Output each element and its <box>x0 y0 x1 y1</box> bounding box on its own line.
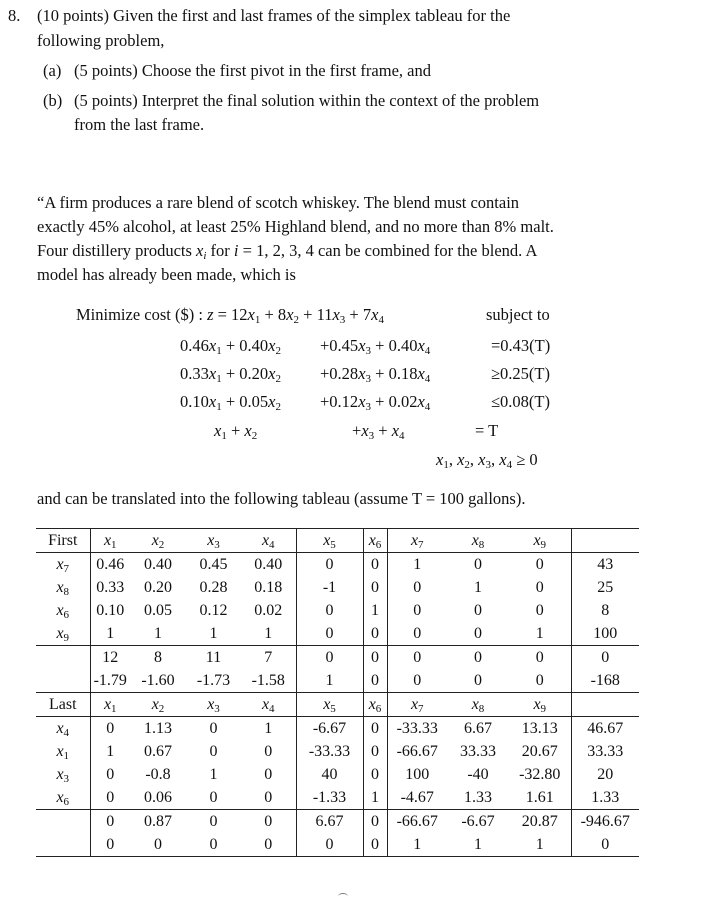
quote-line1: “A firm produces a rare blend of scotch whiskey. The blend must contain <box>37 193 520 212</box>
first-cell: 0 <box>363 553 387 577</box>
first-obj-cell: -1.58 <box>241 669 296 693</box>
first-header-x1: $x_1$ <box>90 529 130 553</box>
first-cell: 1 <box>90 622 130 646</box>
constraint-1-mid: $+0.45x_3 + 0.40x_4$ <box>320 336 431 357</box>
subject-to: subject to <box>486 305 550 324</box>
last-header-x2: $x_2$ <box>130 693 186 717</box>
last-obj-rhs: -946.67 <box>571 810 639 834</box>
first-cell: 1 <box>130 622 186 646</box>
first-obj-rhs: 0 <box>571 646 639 670</box>
first-cell: 0.45 <box>199 556 228 573</box>
last-cell: 0 <box>209 743 218 760</box>
last-cell: 0.06 <box>130 786 186 810</box>
constraint-2-left: $0.33x_1 + 0.20x_2$ <box>180 364 281 385</box>
last-rhs: 33.33 <box>571 740 639 763</box>
first-basis-x9: $x_9$ <box>36 622 90 646</box>
first-obj-cell: -1.79 <box>90 669 130 693</box>
quote-line2: exactly 45% alcohol, at least 25% Highland blend, and no more than 8% malt. <box>37 217 554 236</box>
last-obj-cell: 1 <box>509 833 571 857</box>
first-cell: 0.18 <box>254 579 283 596</box>
quote-line4: model has already been made, which is <box>37 265 296 284</box>
first-obj-cell: 1 <box>296 669 363 693</box>
first-obj-cell: 0 <box>387 646 447 670</box>
last-obj-cell: 0 <box>209 813 218 830</box>
last-cell: 0 <box>264 766 273 783</box>
part-a-label: (a) <box>43 61 62 80</box>
quote-line3-d: = 1, 2, 3, 4 can be combined for the blend. A <box>238 241 538 260</box>
first-cell: 0 <box>387 622 447 646</box>
last-obj-cell: 0 <box>264 813 273 830</box>
last-cell: -1.33 <box>296 786 363 810</box>
first-cell: 1 <box>363 599 387 622</box>
first-header-x8: $x_8$ <box>447 529 509 553</box>
quote-line3-b: for <box>206 241 234 260</box>
last-obj-cell: 0 <box>90 810 130 834</box>
first-cell: 0 <box>535 556 544 573</box>
constraint-2-rhs: ≥0.25(T) <box>491 364 550 383</box>
part-a-text: (5 points) Choose the first pivot in the first frame, and <box>74 61 431 80</box>
last-obj-rhs: 0 <box>571 833 639 857</box>
last-cell: -0.8 <box>145 766 171 783</box>
first-cell: 0.28 <box>199 579 228 596</box>
first-cell: 0 <box>474 602 482 619</box>
last-cell: -32.80 <box>519 766 561 783</box>
last-cell: -33.33 <box>296 740 363 763</box>
constraint-4-left: $x_1 + x_2$ <box>214 421 258 442</box>
last-cell: -40 <box>467 766 489 783</box>
constraint-3-left: $0.10x_1 + 0.05x_2$ <box>180 392 281 413</box>
first-cell: 0 <box>363 576 387 599</box>
first-row-x9 <box>36 622 639 646</box>
last-basis-x6: $x_6$ <box>36 786 90 810</box>
first-header-x4: $x_4$ <box>241 529 296 553</box>
last-obj-cell: 0 <box>186 833 241 857</box>
last-cell: 0 <box>363 763 387 786</box>
first-cell: 0 <box>296 599 363 622</box>
last-cell: 0 <box>363 717 387 741</box>
last-row-x6 <box>36 786 639 810</box>
last-cell: -4.67 <box>387 786 447 810</box>
first-label: First <box>36 529 90 553</box>
last-row-x1 <box>36 740 639 763</box>
constraint-4-rhs: = T <box>475 421 499 440</box>
last-cell: 0.67 <box>144 743 172 760</box>
last-cell: 1.13 <box>144 720 172 737</box>
last-cell: -6.67 <box>296 717 363 741</box>
last-rhs: 20 <box>571 763 639 786</box>
last-obj-row-2 <box>36 833 639 857</box>
last-label: Last <box>36 693 90 717</box>
objective-expr: $z = 12x_1 + 8x_2 + 11x_3 + 7x_4$ <box>207 305 384 326</box>
first-cell: 0 <box>387 599 447 622</box>
constraint-1-rhs: =0.43(T) <box>491 336 551 355</box>
last-cell: 0 <box>90 786 130 810</box>
first-rhs: 100 <box>571 622 639 646</box>
last-header-x4: $x_4$ <box>241 693 296 717</box>
quote-line3-sub: i <box>203 250 207 262</box>
first-row-x6 <box>36 599 639 622</box>
first-cell: 0 <box>296 622 363 646</box>
first-cell: 1 <box>241 622 296 646</box>
last-cell: 1.33 <box>447 786 509 810</box>
nonnegativity: $x_1$, $x_2$, $x_3$, $x_4 \ge 0$ <box>436 450 538 471</box>
first-obj-cell: 11 <box>205 649 222 666</box>
part-b-label: (b) <box>43 91 63 110</box>
last-cell: 6.67 <box>464 720 492 737</box>
first-cell: 0 <box>535 602 544 619</box>
last-header-x5: $x_5$ <box>296 693 363 717</box>
constraint-4-mid: $+x_3 + x_4$ <box>352 421 405 442</box>
first-obj-cell: 12 <box>90 646 130 670</box>
first-obj-cell: 8 <box>154 649 162 666</box>
last-row-x4 <box>36 717 639 741</box>
first-cell: 0 <box>535 579 544 596</box>
last-cell: 40 <box>296 763 363 786</box>
problem-number: 8. <box>8 6 21 25</box>
last-cell: -33.33 <box>387 717 447 741</box>
first-cell: 0.33 <box>90 576 130 599</box>
last-header-x1: $x_1$ <box>90 693 130 717</box>
first-cell: 0.46 <box>90 553 130 577</box>
last-cell: 1 <box>264 720 273 737</box>
quote-line3-c: i <box>233 241 239 260</box>
last-cell: 13.13 <box>521 720 558 737</box>
first-cell: -1 <box>296 576 363 599</box>
quote-line3 <box>37 241 537 261</box>
first-frame <box>36 529 639 693</box>
last-basis-x3: $x_3$ <box>56 766 70 785</box>
last-header-rhs <box>571 693 639 717</box>
last-obj-cell: 20.87 <box>521 813 558 830</box>
part-b-line1: (5 points) Interpret the final solution within the context of the problem <box>74 91 540 110</box>
last-obj-cell: -66.67 <box>387 810 447 834</box>
first-obj-cell: 0 <box>447 669 509 693</box>
first-cell: 1 <box>474 579 482 596</box>
first-obj-rhs: -168 <box>571 669 639 693</box>
first-cell: 0 <box>474 556 482 573</box>
first-obj-cell: 0 <box>387 669 447 693</box>
first-obj-cell: -1.73 <box>186 669 241 693</box>
last-obj-cell: 0 <box>130 833 186 857</box>
first-obj-cell: 0 <box>363 669 387 693</box>
last-obj-cell: 1 <box>447 833 509 857</box>
cut-off-mark <box>338 893 348 900</box>
first-basis-x6: $x_6$ <box>56 602 70 621</box>
quote-line3-a: Four distillery products <box>37 241 197 260</box>
first-obj-cell: 0 <box>535 649 544 666</box>
last-cell: 33.33 <box>460 743 496 760</box>
first-cell: 0.12 <box>199 602 228 619</box>
last-header-x8: $x_8$ <box>447 693 509 717</box>
first-header-x3: $x_3$ <box>186 529 241 553</box>
last-obj-cell: 1 <box>387 833 447 857</box>
last-cell: 20.67 <box>521 743 558 760</box>
first-basis-x7: $x_7$ <box>56 556 70 575</box>
first-rhs: 25 <box>571 576 639 599</box>
first-cell: 0.20 <box>144 579 172 596</box>
first-cell: 0 <box>387 576 447 599</box>
first-header-rhs <box>571 529 639 553</box>
first-cell: 0 <box>363 622 387 646</box>
translate-text: and can be translated into the following tableau (assume T = 100 gallons). <box>37 489 526 508</box>
first-header-x9: $x_9$ <box>509 529 571 553</box>
first-cell: 0.02 <box>254 602 283 619</box>
first-obj-cell: -1.60 <box>130 669 186 693</box>
last-cell: 1 <box>363 786 387 810</box>
first-obj-blank <box>36 669 90 693</box>
first-header-x5: $x_5$ <box>296 529 363 553</box>
last-cell: 1 <box>90 740 130 763</box>
last-header-x3: $x_3$ <box>186 693 241 717</box>
last-obj-cell: 0.87 <box>144 813 172 830</box>
last-header-row <box>36 693 639 717</box>
first-rhs: 43 <box>571 553 639 577</box>
first-obj-cell: 0 <box>509 669 571 693</box>
last-cell: 0 <box>264 743 273 760</box>
last-obj-row-1 <box>36 810 639 834</box>
first-basis-x8: $x_8$ <box>56 579 70 598</box>
part-b-line2: from the last frame. <box>74 115 205 134</box>
first-obj-cell: 0 <box>363 646 387 670</box>
last-rhs: 46.67 <box>571 717 639 741</box>
simplex-tableau <box>36 528 639 857</box>
last-cell: 100 <box>387 763 447 786</box>
last-obj-blank <box>36 810 90 834</box>
first-header-x2: $x_2$ <box>130 529 186 553</box>
first-cell: 0.40 <box>254 556 283 573</box>
last-cell: 0 <box>363 740 387 763</box>
first-obj-cell: 0 <box>296 646 363 670</box>
first-header-row <box>36 529 639 553</box>
first-header-x7: $x_7$ <box>387 529 447 553</box>
last-obj-cell: 0 <box>363 833 387 857</box>
last-cell: 0 <box>209 720 218 737</box>
last-basis-x1: $x_1$ <box>56 743 70 762</box>
first-rhs: 8 <box>571 599 639 622</box>
first-cell: 0 <box>296 553 363 577</box>
objective-prefix: Minimize cost ($) : <box>76 305 208 324</box>
first-cell: 1 <box>186 622 241 646</box>
first-row-x7 <box>36 553 639 577</box>
last-obj-cell: 0 <box>363 810 387 834</box>
last-header-x9: $x_9$ <box>509 693 571 717</box>
first-cell: 1 <box>509 622 571 646</box>
first-cell: 0.05 <box>144 602 172 619</box>
quote-line3-var: x <box>196 241 204 260</box>
problem-intro-line1: (10 points) Given the first and last frames of the simplex tableau for the <box>37 6 511 25</box>
first-cell: 0.40 <box>144 556 172 573</box>
first-obj-blank <box>36 646 90 670</box>
first-header-x6: $x_6$ <box>363 529 387 553</box>
problem-intro-line2: following problem, <box>37 31 165 50</box>
first-cell: 1 <box>387 553 447 577</box>
first-cell: 0.10 <box>90 599 130 622</box>
last-obj-cell: 6.67 <box>296 810 363 834</box>
constraint-2-mid: $+0.28x_3 + 0.18x_4$ <box>320 364 431 385</box>
last-obj-cell: 0 <box>241 833 296 857</box>
first-obj-row-1 <box>36 646 639 670</box>
first-obj-cell: 7 <box>264 649 273 666</box>
last-obj-cell: 0 <box>296 833 363 857</box>
objective <box>76 305 384 325</box>
last-header-x6: $x_6$ <box>363 693 387 717</box>
last-cell: 0 <box>241 786 296 810</box>
last-obj-cell: 0 <box>90 833 130 857</box>
first-obj-cell: 0 <box>474 649 482 666</box>
constraint-3-mid: $+0.12x_3 + 0.02x_4$ <box>320 392 431 413</box>
last-cell: 1.61 <box>509 786 571 810</box>
last-cell: 0 <box>186 786 241 810</box>
last-frame <box>36 693 639 857</box>
constraint-1-left: $0.46x_1 + 0.40x_2$ <box>180 336 281 357</box>
first-row-x8 <box>36 576 639 599</box>
last-basis-x4: $x_4$ <box>56 720 70 739</box>
first-cell: 0 <box>447 622 509 646</box>
constraint-3-rhs: ≤0.08(T) <box>491 392 550 411</box>
first-obj-row-2 <box>36 669 639 693</box>
last-cell: 1 <box>209 766 218 783</box>
last-obj-cell: -6.67 <box>461 813 495 830</box>
last-obj-blank <box>36 833 90 857</box>
last-cell: 0 <box>90 717 130 741</box>
last-rhs: 1.33 <box>571 786 639 810</box>
last-cell: -66.67 <box>387 740 447 763</box>
last-header-x7: $x_7$ <box>387 693 447 717</box>
last-cell: 0 <box>90 763 130 786</box>
last-row-x3 <box>36 763 639 786</box>
